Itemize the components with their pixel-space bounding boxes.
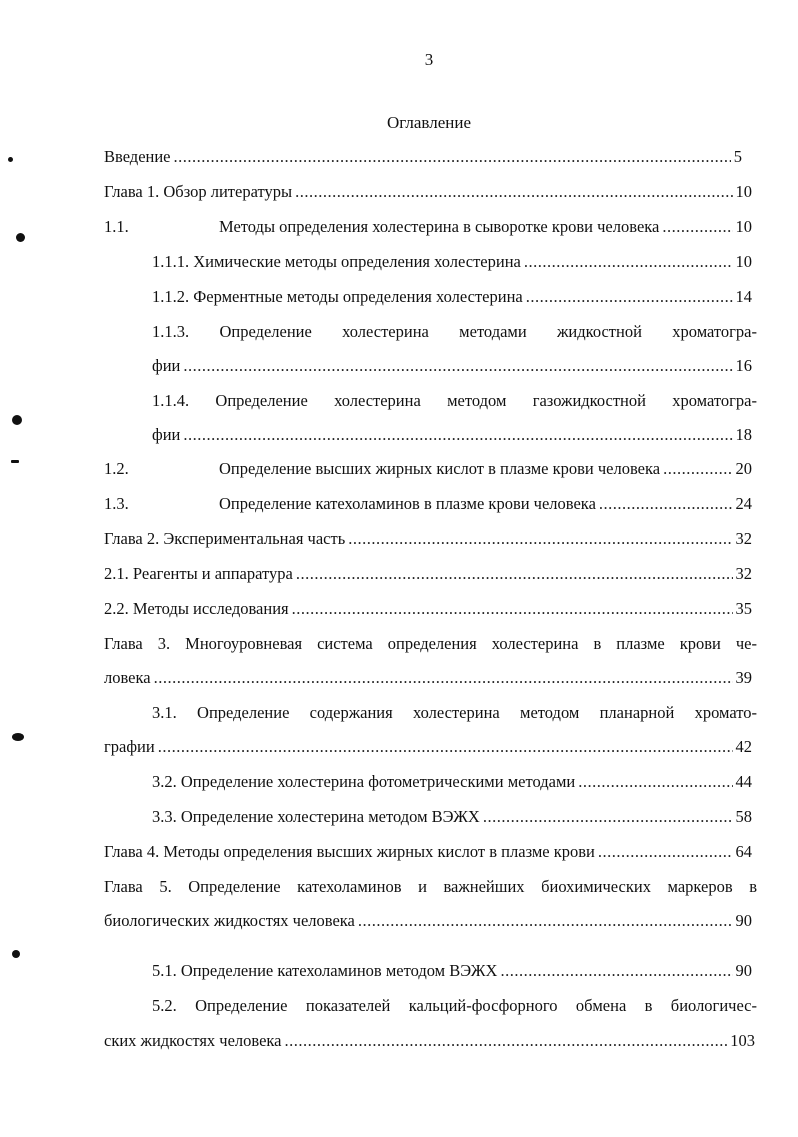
- toc-entry-page: 44: [735, 772, 752, 791]
- toc-leader-dots: [500, 961, 732, 981]
- toc-entry-page: 35: [735, 599, 752, 618]
- toc-entry-title: Глава 4. Методы определения высших жирных кислот в плазме крови: [104, 842, 595, 861]
- toc-entry-page: 18: [735, 425, 752, 444]
- toc-leader-dots: [154, 668, 733, 688]
- toc-entry: [152, 772, 752, 792]
- scan-mark: [12, 733, 24, 741]
- toc-entry-title: ских жидкостях человека: [104, 1031, 282, 1050]
- toc-entry-page: 103: [730, 1031, 755, 1050]
- page-number: 3: [424, 50, 434, 69]
- toc-entry-page: 10: [735, 252, 752, 271]
- toc-entry-title: 2.2. Методы исследования: [104, 599, 289, 618]
- toc-entry: [152, 322, 757, 342]
- toc-entry-page: 20: [735, 459, 752, 478]
- toc-entry-title: 3.1. Определение содержания холестерина методом планарной хромато-: [152, 703, 757, 722]
- toc-entry: [152, 391, 757, 411]
- toc-entry-page: 10: [735, 217, 752, 236]
- toc-entry: [104, 668, 752, 688]
- toc-entry: [104, 1031, 755, 1051]
- toc-entry-number: 1.2.: [104, 459, 129, 478]
- toc-leader-dots: [663, 459, 732, 479]
- toc-entry-title: Глава 3. Многоуровневая система определения холестерина в плазме крови че-: [104, 634, 757, 653]
- toc-entry-page: 90: [735, 911, 752, 930]
- toc-entry-title: графии: [104, 737, 155, 756]
- toc-entry: [152, 425, 752, 445]
- scan-mark: [8, 157, 13, 162]
- toc-entry-title: Определение высших жирных кислот в плазме крови человека: [219, 459, 661, 478]
- toc-entry-page: 39: [735, 668, 752, 687]
- toc-entry-page: 24: [735, 494, 752, 513]
- toc-entry: [104, 599, 752, 619]
- scan-mark: [11, 460, 19, 463]
- toc-entry-title: 3.3. Определение холестерина методом ВЭЖХ: [152, 807, 480, 826]
- toc-entry: [152, 356, 752, 376]
- toc-entry-title: Глава 5. Определение катехоламинов и важнейших биохимических маркеров в: [104, 877, 757, 896]
- toc-entry-page: 10: [735, 182, 752, 201]
- toc-entry-title: фии: [152, 425, 181, 444]
- toc-entry: [152, 996, 757, 1016]
- toc-entry: [152, 961, 752, 981]
- toc-entry: [104, 737, 752, 757]
- page-title: Оглавление: [387, 113, 471, 132]
- toc-leader-dots: [662, 217, 732, 237]
- toc-entry-title: 1.1.4. Определение холестерина методом газожидкостной хроматогра-: [152, 391, 757, 410]
- toc-entry: [152, 807, 752, 827]
- toc-entry-page: 32: [735, 529, 752, 548]
- scan-mark: [16, 233, 25, 242]
- toc-entry: [104, 459, 752, 479]
- toc-leader-dots: [348, 529, 732, 549]
- toc-leader-dots: [285, 1031, 728, 1051]
- toc-entry-title: 3.2. Определение холестерина фотометрическими методами: [152, 772, 576, 791]
- toc-entry: [104, 182, 752, 202]
- toc-leader-dots: [599, 494, 733, 514]
- toc-leader-dots: [526, 287, 733, 307]
- toc-entry: [104, 634, 757, 654]
- toc-leader-dots: [295, 182, 732, 202]
- toc-leader-dots: [578, 772, 732, 792]
- toc-entry: [104, 494, 752, 514]
- toc-entry-number: 1.1.: [104, 217, 129, 236]
- toc-entry-page: 58: [735, 807, 752, 826]
- toc-leader-dots: [174, 147, 731, 167]
- toc-entry-title: 5.1. Определение катехоламинов методом ВЭЖХ: [152, 961, 498, 980]
- scan-mark: [12, 950, 20, 958]
- toc-entry-page: 64: [735, 842, 752, 861]
- toc-leader-dots: [524, 252, 733, 272]
- toc-entry-page: 5: [733, 147, 742, 166]
- toc-leader-dots: [158, 737, 733, 757]
- toc-entry-title: 1.1.3. Определение холестерина методами жидкостной хроматогра-: [152, 322, 757, 341]
- toc-leader-dots: [598, 842, 733, 862]
- toc-entry-title: фии: [152, 356, 181, 375]
- toc-entry-title: 1.1.2. Ферментные методы определения холестерина: [152, 287, 523, 306]
- toc-entry: [152, 703, 757, 723]
- toc-entry-title: Методы определения холестерина в сыворотке крови человека: [219, 217, 660, 236]
- toc-entry: [152, 287, 752, 307]
- toc-leader-dots: [296, 564, 733, 584]
- scan-mark: [12, 415, 22, 425]
- toc-entry-title: Введение: [104, 147, 171, 166]
- toc-entry: [104, 877, 757, 897]
- toc-entry-number: 1.3.: [104, 494, 129, 513]
- toc-entry: [104, 147, 742, 167]
- toc-entry: [104, 842, 752, 862]
- toc-entry-page: 16: [735, 356, 752, 375]
- toc-entry-page: 32: [735, 564, 752, 583]
- toc-entry-title: 2.1. Реагенты и аппаратура: [104, 564, 293, 583]
- toc-entry-title: Определение катехоламинов в плазме крови человека: [219, 494, 596, 513]
- toc-entry: [104, 529, 752, 549]
- toc-entry-page: 90: [735, 961, 752, 980]
- toc-entry-title: биологических жидкостях человека: [104, 911, 355, 930]
- toc-entry-page: 14: [735, 287, 752, 306]
- toc-entry-title: 5.2. Определение показателей кальций-фосфорного обмена в биологичес-: [152, 996, 757, 1015]
- toc-entry: [104, 911, 752, 931]
- toc-entry: [152, 252, 752, 272]
- toc-entry: [104, 217, 752, 237]
- toc-entry-page: 42: [735, 737, 752, 756]
- toc-leader-dots: [183, 356, 732, 376]
- toc-entry-title: 1.1.1. Химические методы определения холестерина: [152, 252, 521, 271]
- toc-entry-title: ловека: [104, 668, 151, 687]
- toc-leader-dots: [358, 911, 733, 931]
- toc-leader-dots: [483, 807, 733, 827]
- toc-leader-dots: [183, 425, 732, 445]
- toc-entry-title: Глава 2. Экспериментальная часть: [104, 529, 346, 548]
- toc-entry: [104, 564, 752, 584]
- toc-entry-title: Глава 1. Обзор литературы: [104, 182, 293, 201]
- toc-leader-dots: [292, 599, 733, 619]
